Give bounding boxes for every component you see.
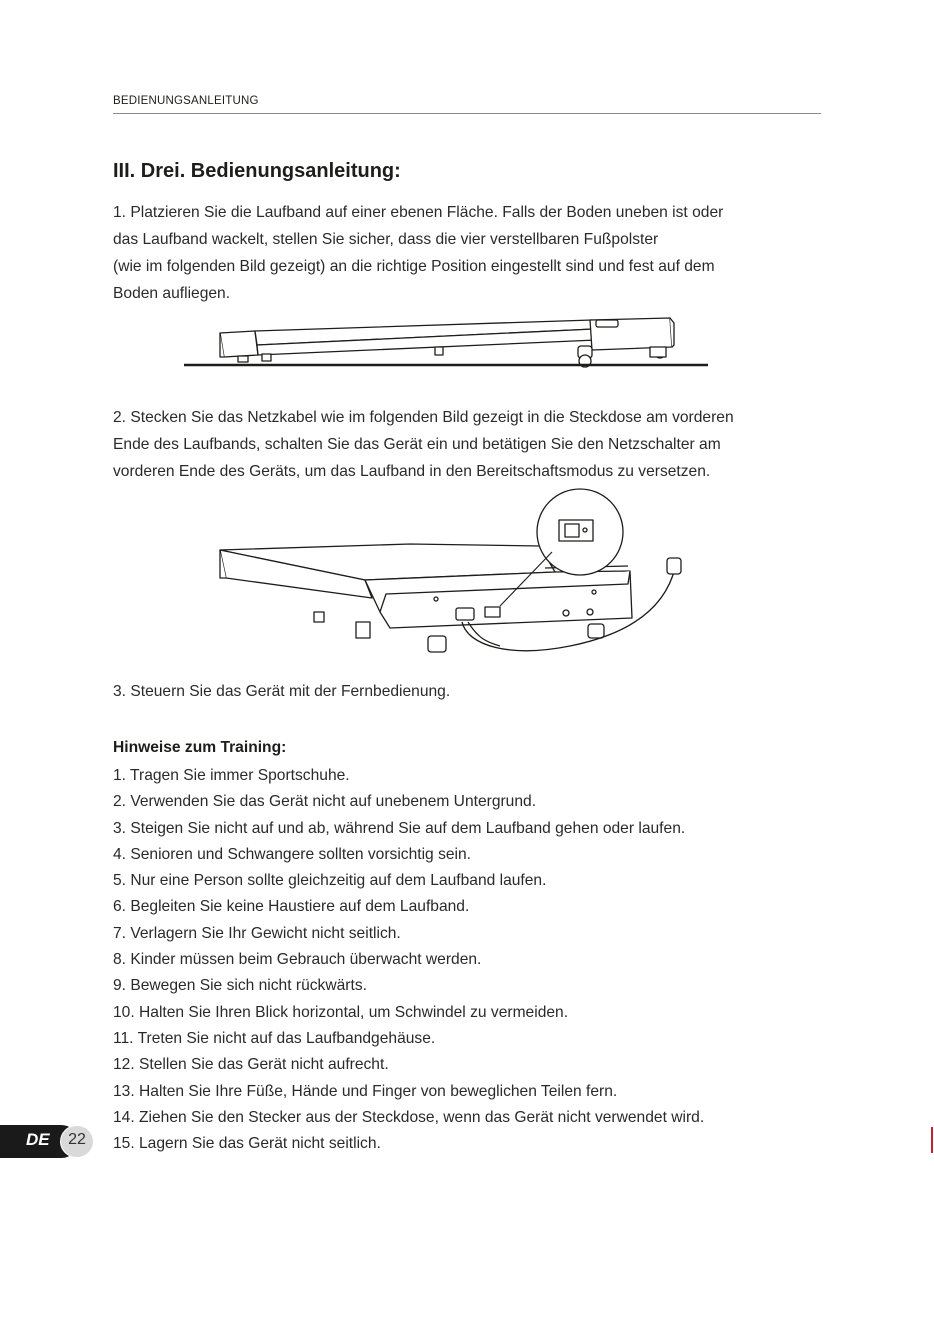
tip-item: 15. Lagern Sie das Gerät nicht seitlich. [113, 1135, 381, 1153]
page-number: 22 [68, 1131, 86, 1148]
tip-item: 14. Ziehen Sie den Stecker aus der Steckdose, wenn das Gerät nicht verwendet wird. [113, 1108, 705, 1126]
edge-marker [931, 1127, 933, 1153]
header-divider [113, 113, 821, 114]
language-code: DE [26, 1130, 50, 1149]
step-3-paragraph [113, 678, 450, 705]
step-1-line: 1. Platzieren Sie die Laufband auf einer ebenen Fläche. Falls der Boden uneben ist oder [113, 204, 724, 221]
step-1-line: das Laufband wackelt, stellen Sie sicher, dass die vier verstellbaren Fußpolster [113, 231, 659, 248]
step-3-line: 3. Steuern Sie das Gerät mit der Fernbedienung. [113, 683, 451, 700]
treadmill-side-view-illustration [180, 313, 715, 373]
tip-item: 1. Tragen Sie immer Sportschuhe. [113, 767, 350, 784]
tip-item: 11. Treten Sie nicht auf das Laufbandgehäuse. [113, 1029, 436, 1047]
tip-item: 12. Stellen Sie das Gerät nicht aufrecht. [113, 1056, 389, 1074]
treadmill-power-connection-illustration [210, 486, 690, 666]
step-1-line: Boden aufliegen. [113, 285, 231, 302]
running-header: BEDIENUNGSANLEITUNG [113, 95, 259, 107]
tip-item: 5. Nur eine Person sollte gleichzeitig auf dem Laufband laufen. [113, 872, 547, 890]
tip-item: 3. Steigen Sie nicht auf und ab, während Sie auf dem Laufband gehen oder laufen. [113, 819, 686, 837]
tips-list [113, 763, 704, 1157]
tip-item: 7. Verlagern Sie Ihr Gewicht nicht seitlich. [113, 924, 401, 942]
tip-item: 2. Verwenden Sie das Gerät nicht auf unebenem Untergrund. [113, 793, 537, 811]
tip-item: 8. Kinder müssen beim Gebrauch überwacht werden. [113, 951, 482, 969]
step-1-paragraph [113, 199, 833, 307]
tip-item: 9. Bewegen Sie sich nicht rückwärts. [113, 977, 367, 995]
tips-heading: Hinweise zum Training: [113, 739, 287, 756]
step-2-line: 2. Stecken Sie das Netzkabel wie im folgenden Bild gezeigt in die Steckdose am vorderen [113, 409, 734, 426]
section-title: III. Drei. Bedienungsanleitung: [113, 160, 401, 182]
tip-item: 6. Begleiten Sie keine Haustiere auf dem Laufband. [113, 898, 470, 916]
step-2-line: Ende des Laufbands, schalten Sie das Gerät ein und betätigen Sie den Netzschalter am [113, 436, 721, 453]
step-1-line: (wie im folgenden Bild gezeigt) an die richtige Position eingestellt sind und fest auf dem [113, 258, 715, 275]
step-2-paragraph [113, 404, 853, 485]
tip-item: 4. Senioren und Schwangere sollten vorsichtig sein. [113, 845, 472, 863]
tip-item: 10. Halten Sie Ihren Blick horizontal, um Schwindel zu vermeiden. [113, 1003, 569, 1021]
tip-item: 13. Halten Sie Ihre Füße, Hände und Finger von beweglichen Teilen fern. [113, 1082, 618, 1100]
step-2-line: vorderen Ende des Geräts, um das Laufband in den Bereitschaftsmodus zu versetzen. [113, 463, 711, 480]
